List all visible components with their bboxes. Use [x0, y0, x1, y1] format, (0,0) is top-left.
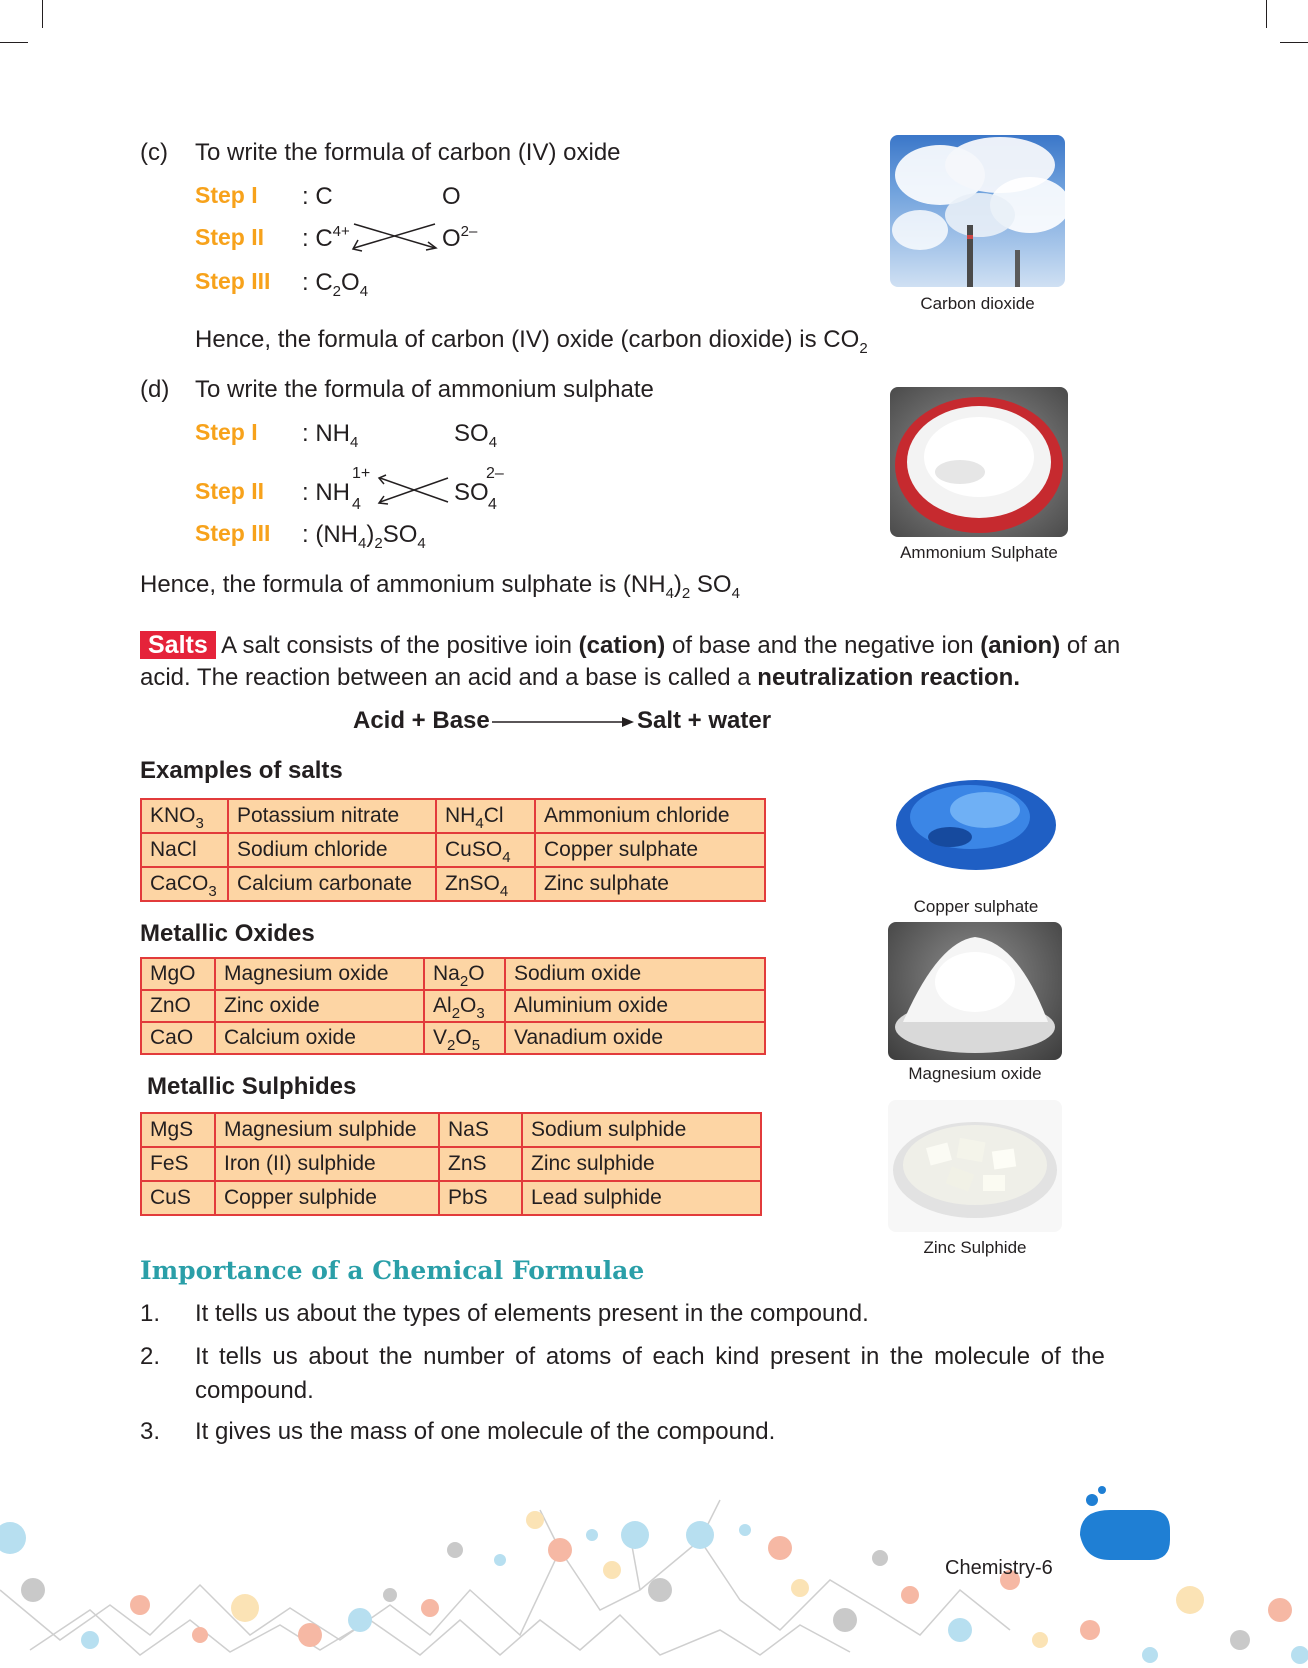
ammonium-sulphate-caption: Ammonium Sulphate — [900, 543, 1058, 562]
footer-book-label: Chemistry-6 — [945, 1557, 1053, 1579]
name-cell: Sodium oxide — [505, 958, 765, 990]
d-step3-a: : (NH — [302, 521, 358, 548]
d-cross-arrows — [376, 472, 456, 508]
part-d-title: To write the formula of ammonium sulphate — [195, 376, 654, 403]
d-step2-left-sub: 4 — [352, 496, 361, 513]
table-row — [141, 958, 765, 990]
name-cell: Zinc oxide — [215, 990, 424, 1022]
d-step3-sub2: 2 — [374, 535, 383, 552]
formula-cell: $Al_2O_3$ — [424, 990, 505, 1022]
equation-left: Acid + Base — [353, 707, 490, 734]
c-step2-right-symbol: O — [442, 225, 461, 252]
c-step3-sub2: 4 — [359, 283, 369, 300]
formula-cell: ZnS — [439, 1147, 522, 1181]
formula-cell: $KNO_3$ — [141, 799, 228, 833]
table-row — [141, 1181, 761, 1215]
importance-num-2: 2. — [140, 1343, 161, 1370]
carbon-dioxide-image — [890, 135, 1065, 287]
d-step2-right-sub: 4 — [488, 496, 497, 513]
name-cell: Zinc sulphate — [535, 867, 765, 901]
formula-cell: MgO — [141, 958, 215, 990]
d-step3-b: ) — [366, 521, 375, 548]
magnesium-oxide-caption: Magnesium oxide — [908, 1064, 1042, 1083]
d-conclusion-sub1: 4 — [665, 585, 674, 602]
name-cell: Magnesium oxide — [215, 958, 424, 990]
c-step1-right: O — [442, 183, 461, 210]
importance-text-3: It gives us the mass of one molecule of the compound. — [195, 1418, 776, 1445]
d-step3-sub3: 4 — [417, 535, 426, 552]
name-cell: Magnesium sulphide — [215, 1113, 439, 1147]
formula-cell: PbS — [439, 1181, 522, 1215]
equation-right: Salt + water — [637, 707, 772, 734]
d-step2-left-text: : NH — [302, 479, 350, 506]
c-step2-label: Step II — [195, 224, 265, 250]
d-step1-right-text: SO — [454, 420, 489, 447]
c-conclusion-sub: 2 — [859, 340, 868, 357]
d-step1-right-sub: 4 — [488, 434, 498, 451]
salts-tag: Salts — [140, 631, 216, 659]
d-step1-label: Step I — [195, 419, 258, 445]
c-step2-formula — [302, 224, 350, 254]
importance-num-1: 1. — [140, 1300, 161, 1327]
name-cell: Zinc sulphide — [522, 1147, 761, 1181]
d-step1-right — [454, 419, 497, 449]
importance-text-1: It tells us about the types of elements present in the compound. — [195, 1300, 869, 1327]
d-conclusion-text: Hence, the formula of ammonium sulphate is (NH — [140, 571, 666, 598]
salts-line2: acid. The reaction between an acid and a base is called a — [140, 664, 758, 691]
name-cell: Iron (II) sulphide — [215, 1147, 439, 1181]
sulphides-heading: Metallic Sulphides — [147, 1073, 357, 1100]
salts-text3: of an — [1060, 632, 1121, 659]
name-cell: Lead sulphide — [522, 1181, 761, 1215]
formula-cell: $V_2O_5$ — [424, 1022, 505, 1054]
c-step3-prefix: : C — [302, 269, 333, 296]
d-step2-label: Step II — [195, 478, 265, 504]
zinc-sulphide-caption: Zinc Sulphide — [923, 1238, 1027, 1257]
name-cell: Calcium oxide — [215, 1022, 424, 1054]
copper-crystals-illustration — [890, 765, 1062, 885]
table-row — [141, 867, 765, 901]
d-step3-c: SO — [382, 521, 418, 548]
table-row — [141, 1147, 761, 1181]
sulphides-table — [140, 1112, 762, 1216]
name-cell: Ammonium chloride — [535, 799, 765, 833]
name-cell: Aluminium oxide — [505, 990, 765, 1022]
copper-sulphate-caption: Copper sulphate — [913, 897, 1039, 916]
table-row — [141, 799, 765, 833]
copper-sulphate-image — [890, 765, 1062, 885]
zinc-chunks-illustration — [888, 1100, 1062, 1232]
formula-cell: $Na_2O$ — [424, 958, 505, 990]
c-step3-mid: O — [341, 269, 360, 296]
d-conclusion-end: SO — [690, 571, 732, 598]
c-cross-arrows — [350, 218, 445, 254]
powder-illustration — [888, 922, 1062, 1060]
d-step1-left — [302, 419, 358, 449]
importance-heading: Importance of a Chemical Formulae — [140, 1256, 645, 1285]
examples-table — [140, 798, 766, 902]
oxides-table — [140, 957, 766, 1055]
c-step2-right — [442, 224, 477, 254]
crop-mark-left — [42, 0, 43, 28]
salts-paragraph-line1 — [140, 627, 1120, 663]
carbon-dioxide-caption: Carbon dioxide — [920, 294, 1035, 313]
salts-paragraph-line2 — [140, 663, 1020, 693]
part-c-label: (c) — [140, 139, 168, 166]
crop-mark-right — [1266, 0, 1267, 28]
oxides-heading: Metallic Oxides — [140, 920, 315, 947]
c-conclusion — [195, 325, 868, 355]
d-step2-left-sup: 1+ — [352, 465, 371, 482]
formula-cell: ZnO — [141, 990, 215, 1022]
importance-text-2b: compound. — [195, 1377, 314, 1404]
name-cell: Copper sulphide — [215, 1181, 439, 1215]
d-conclusion — [140, 570, 740, 600]
salts-bold2: (anion) — [980, 632, 1061, 659]
crop-mark-left-h — [0, 42, 28, 43]
c-step2-sup: 4+ — [332, 223, 350, 240]
name-cell: Sodium sulphide — [522, 1113, 761, 1147]
magnesium-oxide-image — [888, 922, 1062, 1060]
table-row — [141, 1113, 761, 1147]
table-row — [141, 1022, 765, 1054]
importance-num-3: 3. — [140, 1418, 161, 1445]
name-cell: Calcium carbonate — [228, 867, 436, 901]
formula-cell: NaCl — [141, 833, 228, 867]
name-cell: Vanadium oxide — [505, 1022, 765, 1054]
d-conclusion-sub2: 2 — [681, 585, 691, 602]
name-cell: Potassium nitrate — [228, 799, 436, 833]
c-step3-formula — [302, 268, 368, 298]
name-cell: Copper sulphate — [535, 833, 765, 867]
d-step1-left-text: : NH — [302, 420, 350, 447]
d-step2-left — [302, 478, 350, 508]
crop-mark-right-h — [1280, 42, 1308, 43]
c-step1-left: : C — [302, 183, 333, 210]
formula-cell: CuS — [141, 1181, 215, 1215]
c-step2-right-sup: 2– — [460, 223, 478, 240]
formula-cell: $NH_4Cl$ — [436, 799, 535, 833]
salts-bold1: (cation) — [578, 632, 666, 659]
d-step2-right — [454, 478, 489, 508]
table-row — [141, 833, 765, 867]
d-step1-left-sub: 4 — [350, 434, 359, 451]
salts-text1: A salt consists of the positive ioin — [215, 632, 579, 659]
table-row — [141, 990, 765, 1022]
c-step3-sub1: 2 — [332, 283, 342, 300]
formula-cell: FeS — [141, 1147, 215, 1181]
c-conclusion-text: Hence, the formula of carbon (IV) oxide (carbon dioxide) is CO — [195, 326, 860, 353]
page-number: 43 — [1112, 1556, 1137, 1581]
name-cell: Sodium chloride — [228, 833, 436, 867]
c-step3-label: Step III — [195, 268, 271, 294]
smoke-illustration — [890, 135, 1065, 287]
importance-text-2: It tells us about the number of atoms of each kind present in the molecule of the — [195, 1343, 1105, 1370]
d-step3-sub1: 4 — [358, 535, 367, 552]
part-d-label: (d) — [140, 376, 170, 403]
equation-arrow — [492, 714, 634, 730]
part-c-title: To write the formula of carbon (IV) oxide — [195, 139, 621, 166]
formula-cell: CaO — [141, 1022, 215, 1054]
formula-cell: CaCO$_3$ — [141, 867, 228, 901]
salts-text2: of base and the negative ion — [665, 632, 981, 659]
formula-cell: ZnSO$_4$ — [436, 867, 535, 901]
ammonium-sulphate-image — [890, 387, 1068, 537]
formula-cell: MgS — [141, 1113, 215, 1147]
formula-cell: NaS — [439, 1113, 522, 1147]
d-conclusion-sub3: 4 — [731, 585, 740, 602]
d-step3-label: Step III — [195, 520, 271, 546]
formula-cell: CuSO$_4$ — [436, 833, 535, 867]
salts-bold3: neutralization reaction. — [757, 664, 1021, 691]
zinc-sulphide-image — [888, 1100, 1062, 1232]
d-step2-right-text: SO — [454, 479, 489, 506]
examples-heading: Examples of salts — [140, 757, 343, 784]
d-step3-formula — [302, 520, 426, 550]
c-step1-label: Step I — [195, 182, 258, 208]
d-step2-right-sup: 2– — [486, 465, 504, 482]
c-step2-prefix: : C — [302, 225, 333, 252]
salt-bowl-illustration — [890, 387, 1068, 537]
d-conclusion-mid: ) — [673, 571, 682, 598]
